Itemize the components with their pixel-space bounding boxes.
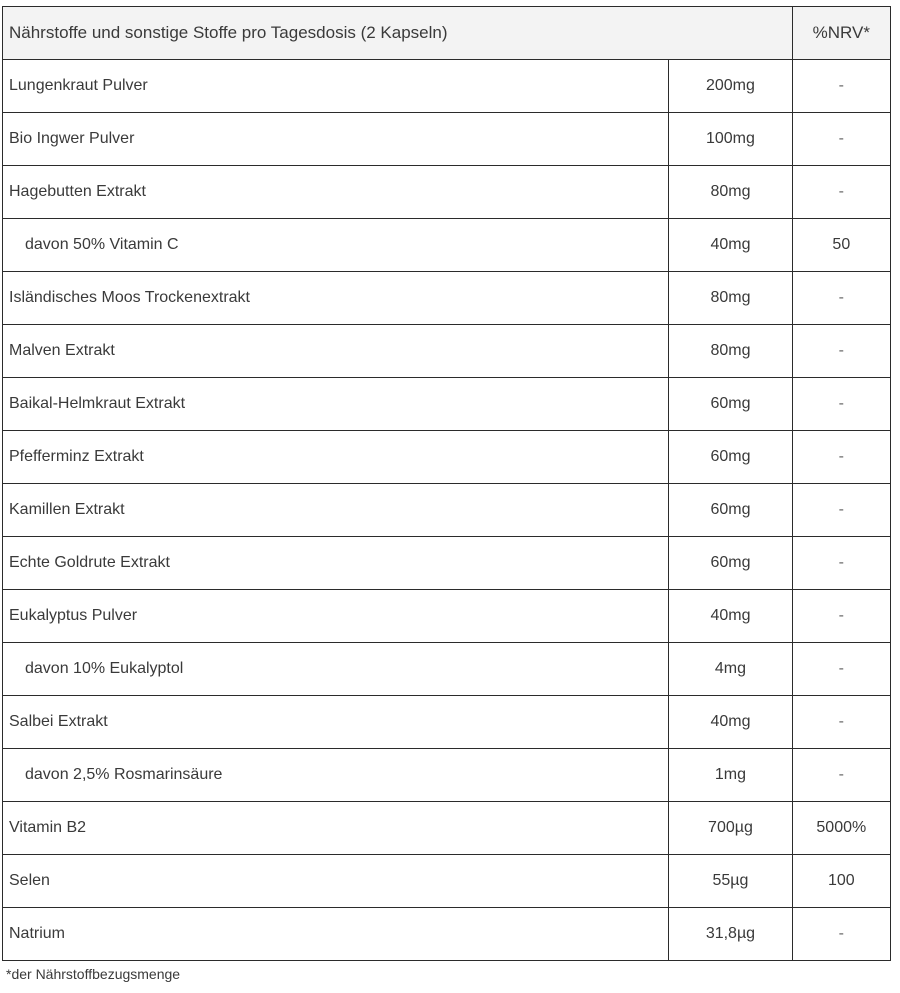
- ingredient-nrv: -: [792, 272, 890, 325]
- header-label: Nährstoffe und sonstige Stoffe pro Tagesdosis (2 Kapseln): [3, 7, 793, 60]
- ingredient-name: Selen: [3, 855, 669, 908]
- table-row: [3, 219, 891, 272]
- ingredient-nrv: 100: [792, 855, 890, 908]
- ingredient-name: davon 50% Vitamin C: [3, 219, 669, 272]
- ingredient-name: Pfefferminz Extrakt: [3, 431, 669, 484]
- ingredient-amount: 55µg: [669, 855, 792, 908]
- ingredient-name: Isländisches Moos Trockenextrakt: [3, 272, 669, 325]
- ingredient-amount: 80mg: [669, 272, 792, 325]
- ingredient-nrv: -: [792, 431, 890, 484]
- table-row: [3, 749, 891, 802]
- ingredient-amount: 700µg: [669, 802, 792, 855]
- ingredient-nrv: -: [792, 166, 890, 219]
- ingredient-amount: 80mg: [669, 166, 792, 219]
- table-row: [3, 590, 891, 643]
- ingredient-name: Natrium: [3, 908, 669, 961]
- ingredient-amount: 40mg: [669, 696, 792, 749]
- ingredient-amount: 31,8µg: [669, 908, 792, 961]
- ingredient-name: Salbei Extrakt: [3, 696, 669, 749]
- ingredient-nrv: -: [792, 908, 890, 961]
- ingredient-amount: 40mg: [669, 219, 792, 272]
- ingredient-amount: 4mg: [669, 643, 792, 696]
- header-nrv: %NRV*: [792, 7, 890, 60]
- table-row: [3, 802, 891, 855]
- ingredient-amount: 60mg: [669, 484, 792, 537]
- ingredient-name: Echte Goldrute Extrakt: [3, 537, 669, 590]
- ingredient-nrv: -: [792, 749, 890, 802]
- table-row: [3, 484, 891, 537]
- ingredient-name: davon 2,5% Rosmarinsäure: [3, 749, 669, 802]
- ingredient-nrv: -: [792, 590, 890, 643]
- ingredient-amount: 60mg: [669, 431, 792, 484]
- ingredient-name: davon 10% Eukalyptol: [3, 643, 669, 696]
- ingredient-name: Lungenkraut Pulver: [3, 60, 669, 113]
- ingredient-nrv: -: [792, 378, 890, 431]
- ingredient-amount: 200mg: [669, 60, 792, 113]
- table-row: [3, 431, 891, 484]
- table-row: [3, 325, 891, 378]
- table-row: [3, 378, 891, 431]
- footnote: *der Nährstoffbezugsmenge: [6, 966, 181, 982]
- ingredient-name: Malven Extrakt: [3, 325, 669, 378]
- ingredient-nrv: -: [792, 113, 890, 166]
- table-header-row: [3, 7, 891, 60]
- ingredient-nrv: -: [792, 696, 890, 749]
- ingredient-name: Baikal-Helmkraut Extrakt: [3, 378, 669, 431]
- table-row: [3, 696, 891, 749]
- table-row: [3, 855, 891, 908]
- ingredient-name: Hagebutten Extrakt: [3, 166, 669, 219]
- table-row: [3, 643, 891, 696]
- table-row: [3, 166, 891, 219]
- ingredient-amount: 100mg: [669, 113, 792, 166]
- ingredient-nrv: -: [792, 537, 890, 590]
- ingredient-amount: 80mg: [669, 325, 792, 378]
- ingredient-nrv: -: [792, 325, 890, 378]
- ingredient-nrv: 50: [792, 219, 890, 272]
- ingredient-nrv: -: [792, 484, 890, 537]
- nutrition-table: [2, 6, 891, 961]
- table-row: [3, 113, 891, 166]
- ingredient-nrv: -: [792, 60, 890, 113]
- ingredient-nrv: -: [792, 643, 890, 696]
- ingredient-name: Eukalyptus Pulver: [3, 590, 669, 643]
- table-row: [3, 908, 891, 961]
- ingredient-amount: 60mg: [669, 378, 792, 431]
- table-row: [3, 537, 891, 590]
- table-row: [3, 60, 891, 113]
- ingredient-amount: 40mg: [669, 590, 792, 643]
- ingredient-name: Vitamin B2: [3, 802, 669, 855]
- ingredient-name: Bio Ingwer Pulver: [3, 113, 669, 166]
- ingredient-name: Kamillen Extrakt: [3, 484, 669, 537]
- ingredient-amount: 1mg: [669, 749, 792, 802]
- ingredient-amount: 60mg: [669, 537, 792, 590]
- ingredient-nrv: 5000%: [792, 802, 890, 855]
- table-row: [3, 272, 891, 325]
